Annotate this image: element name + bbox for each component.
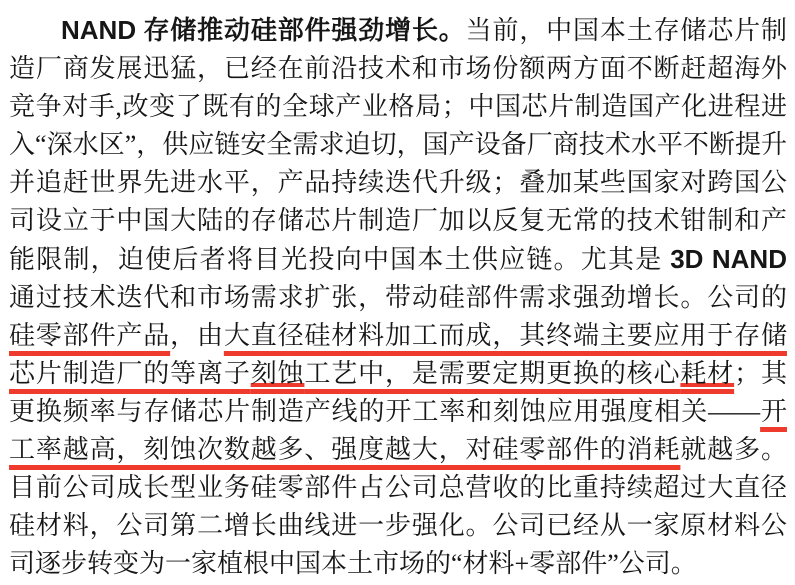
body-text-1: 当前，中国本土存储芯片制造厂商发展迅猛，已经在前沿技术和市场份额两方面不断赶超海外竞争对手,改变了既有的全球产业格局；中国芯片制造国产化进程进入“深水区”，供应链安全需求迫切，国产设备厂商技术水平不断提升并追赶世界先进水平，产品持续迭代升级；叠加某些国家对跨国公司设立于中国大陆的存储芯片制造厂加以反复无常的技术钳制和产能限制，迫使后者将目光投向中国本土供应链。尤其是 xyxy=(9,16,787,274)
underlined-phrase-product: 硅零部件产品 xyxy=(9,321,171,350)
body-text-5: 就越多。目前公司成长型业务硅零部件占公司总营收的比重持续超过大直径硅材料，公司第二增长曲线进一步强化。公司已经从一家原材料公司逐步转变为一家植根中国本土市场的“材料+零部件”公司。 xyxy=(9,435,787,578)
double-underlined-etch: 刻蚀 xyxy=(250,359,305,388)
body-text-2: 通过技术迭代和市场需求扩张，带动硅部件需求强劲增长。公司的 xyxy=(9,283,787,312)
3d-nand-label: 3D NAND xyxy=(670,244,787,274)
double-underlined-consumable: 耗材 xyxy=(680,359,735,388)
underlined-process-part-a: 大直径硅材料加工而成，其终端主要应用于存储芯片制造厂的等离子 xyxy=(9,321,787,388)
paragraph xyxy=(9,11,787,583)
body-text-4: ；其更换频率与存储芯片制造产线的开工率和刻蚀应用强度相关—— xyxy=(9,359,787,426)
nand-label: NAND xyxy=(61,15,137,45)
lead-sentence-text: 存储推动硅部件强劲增长。 xyxy=(136,16,466,45)
underlined-phrase-utilization: 开工率越高，刻蚀次数越多、强度越大，对硅零部件的消耗 xyxy=(9,397,787,464)
lead-sentence xyxy=(61,16,466,45)
body-text-3: ，由 xyxy=(170,321,224,350)
underlined-process-part-b: 工艺中，是需要定期更换的核心 xyxy=(304,359,681,388)
